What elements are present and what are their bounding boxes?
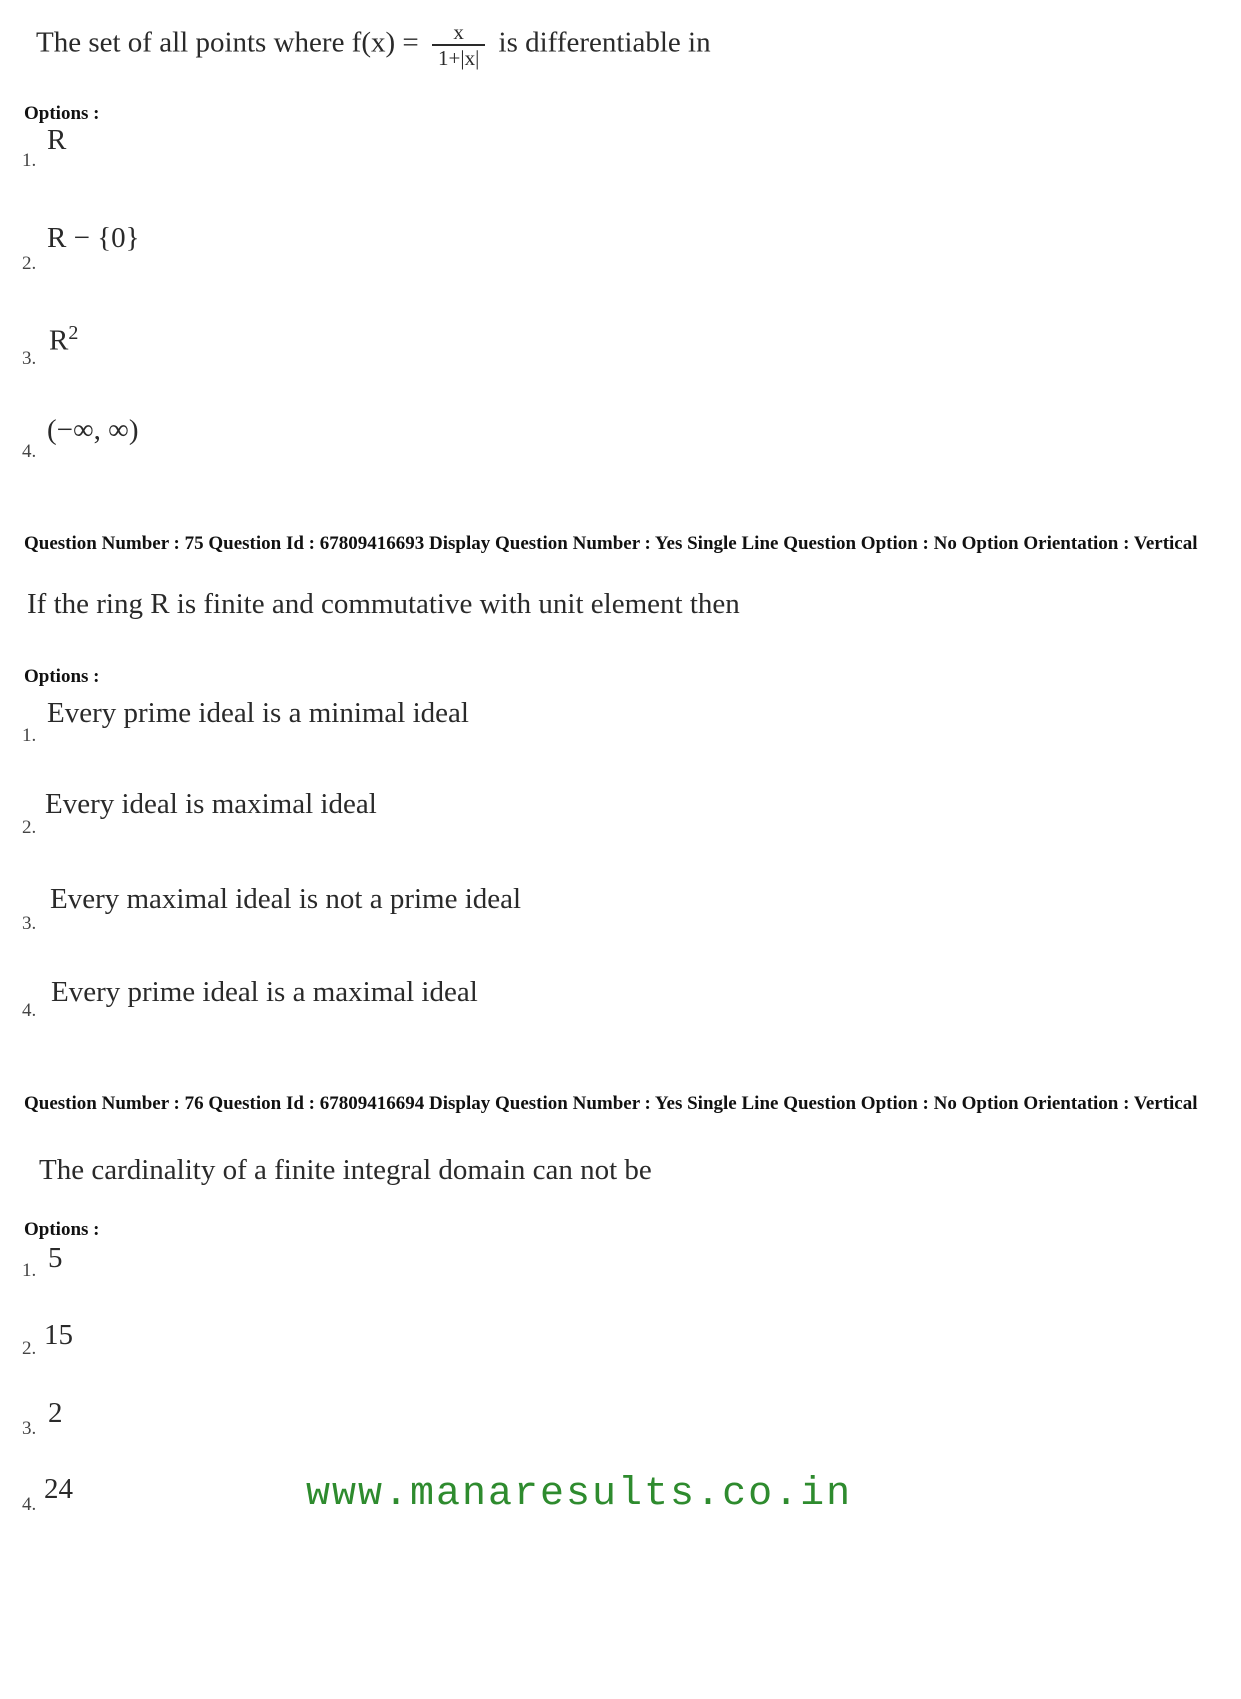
q75-option-3-text: Every maximal ideal is not a prime ideal <box>50 883 522 915</box>
q74-option-3-text <box>49 322 78 358</box>
q76-option-3-text: 2 <box>48 1397 63 1429</box>
q76-option-1-number: 1. <box>22 1260 37 1281</box>
q74-fraction <box>432 20 485 70</box>
q74-option-2-text: R − {0} <box>47 222 140 254</box>
q74-fraction-numerator: x <box>453 20 464 44</box>
q75-option-4-number: 4. <box>22 1000 37 1021</box>
q76-option-4-text: 24 <box>44 1473 73 1505</box>
q74-option-2-number: 2. <box>22 253 37 274</box>
q76-option-4-number: 4. <box>22 1494 37 1515</box>
q74-option-1-number: 1. <box>22 150 37 171</box>
q76-option-2-text: 15 <box>44 1319 73 1351</box>
q76-option-1-text: 5 <box>48 1242 63 1274</box>
q75-options-label: Options : <box>24 666 100 687</box>
q74-option-4-text: (−∞, ∞) <box>47 414 139 446</box>
q74-option-3-number: 3. <box>22 348 37 369</box>
q74-option-1-text: R <box>47 124 67 156</box>
footer-watermark: www.manaresults.co.in <box>306 1472 853 1517</box>
q74-options-label: Options : <box>24 103 100 124</box>
q76-option-3-number: 3. <box>22 1418 37 1439</box>
q74-option-4-number: 4. <box>22 441 37 462</box>
q76-meta: Question Number : 76 Question Id : 67809416694 Display Question Number : Yes Single Line Question Option : No Option Orientation : Vertical <box>24 1093 1198 1114</box>
q75-option-2-number: 2. <box>22 817 37 838</box>
q74-text-after: is differentiable in <box>498 26 711 59</box>
q75-option-3-number: 3. <box>22 913 37 934</box>
q74-question-text <box>36 20 711 70</box>
q76-options-label: Options : <box>24 1219 100 1240</box>
q75-meta: Question Number : 75 Question Id : 67809416693 Display Question Number : Yes Single Line Question Option : No Option Orientation : Vertical <box>24 533 1198 554</box>
q74-option-3-base: R <box>49 324 69 357</box>
q75-option-1-number: 1. <box>22 725 37 746</box>
q74-option-3-superscript: 2 <box>68 322 79 344</box>
q75-option-1-text: Every prime ideal is a minimal ideal <box>47 697 469 729</box>
q76-option-2-number: 2. <box>22 1338 37 1359</box>
q74-text-before: The set of all points where f(x) = <box>36 26 419 59</box>
q76-question-text: The cardinality of a finite integral domain can not be <box>39 1154 652 1186</box>
q75-option-4-text: Every prime ideal is a maximal ideal <box>51 976 478 1008</box>
q75-question-text: If the ring R is finite and commutative with unit element then <box>27 588 740 620</box>
q74-fraction-denominator: 1+|x| <box>432 44 485 70</box>
q75-option-2-text: Every ideal is maximal ideal <box>45 788 377 820</box>
